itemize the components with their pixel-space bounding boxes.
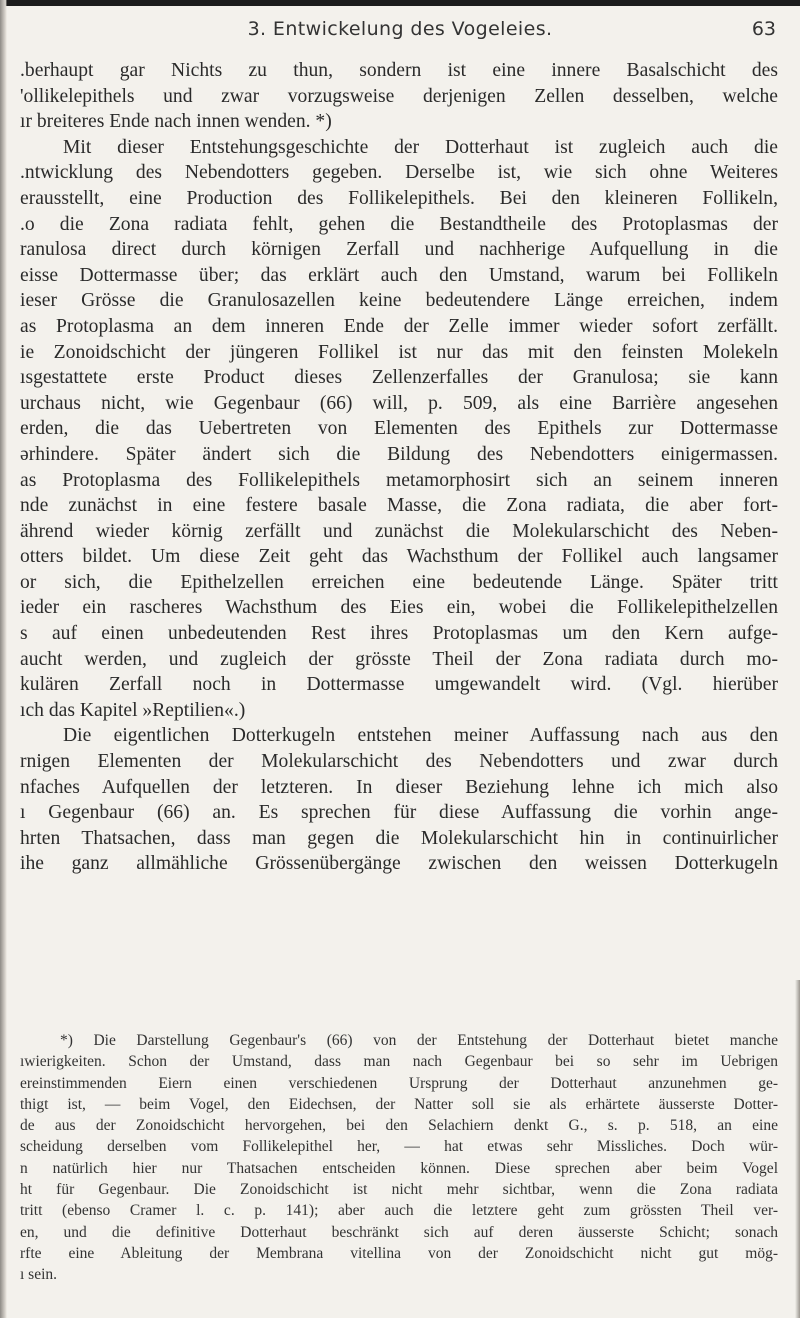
page-number: 63 <box>751 18 776 40</box>
text-line: ərhindere. Später ändert sich die Bildung des Nebendotters einigermassen. <box>20 443 778 465</box>
text-line: ährend wieder körnig zerfällt und zunächst die Molekularschicht des Neben- <box>20 520 778 542</box>
text-line: 'ollikelepithels und zwar vorzugsweise derjenigen Zellen desselben, welche <box>20 85 778 107</box>
text-line: ihe ganz allmähliche Grössenübergänge zwischen den weissen Dotterkugeln <box>20 853 778 875</box>
text-line: Die eigentlichen Dotterkugeln entstehen meiner Auffassung nach aus den <box>63 725 778 747</box>
text-line: aucht werden, und zugleich der grösste Theil der Zona radiata durch mo- <box>20 648 778 670</box>
text-line: s auf einen unbedeutenden Rest ihres Protoplasmas um den Kern aufge- <box>20 623 778 645</box>
text-line: hrten Thatsachen, dass man gegen die Molekularschicht hin in continuirlicher <box>20 827 778 849</box>
text-line: erausstellt, eine Production des Follikelepithels. Bei den kleineren Follikeln, <box>20 187 778 209</box>
footnote-line: thigt ist, — beim Vogel, den Eidechsen, der Natter soll sie als erhärtete äusserste Dotter- <box>20 1095 778 1113</box>
text-line: ieser Grösse die Granulosazellen keine bedeutendere Länge erreichen, indem <box>20 290 778 312</box>
footnote-line: *) Die Darstellung Gegenbaur's (66) von der Entstehung der Dotterhaut bietet manche <box>60 1032 778 1049</box>
text-line: ı Gegenbaur (66) an. Es sprechen für diese Auffassung die vorhin ange- <box>20 802 778 824</box>
text-line: as Protoplasma des Follikelepithels metamorphosirt sich an seinem inneren <box>20 469 778 491</box>
text-line: or sich, die Epithelzellen erreichen eine bedeutende Länge. Später tritt <box>20 571 778 593</box>
text-line: ranulosa direct durch körnigen Zerfall und nachherige Aufquellung in die <box>20 239 778 261</box>
text-line: ısgestattete erste Product dieses Zellenzerfalles der Granulosa; sie kann <box>20 367 778 389</box>
footnote-line: ı sein. <box>20 1266 58 1284</box>
footnote-line: ıwierigkeiten. Schon der Umstand, dass man nach Gegenbaur bei so sehr im Uebrigen <box>20 1053 778 1071</box>
main-text <box>20 58 778 877</box>
text-line: kulären Zerfall noch in Dottermasse umgewandelt wird. (Vgl. hierüber <box>20 674 778 696</box>
text-line: ieder ein rascheres Wachsthum des Eies ein, wobei die Follikelepithelzellen <box>20 597 778 619</box>
text-line: urchaus nicht, wie Gegenbaur (66) will, p. 509, als eine Barrière angesehen <box>20 392 778 414</box>
footnote-line: n natürlich hier nur Thatsachen entscheiden können. Diese sprechen aber beim Vogel <box>20 1159 778 1177</box>
text-line: .o die Zona radiata fehlt, gehen die Bestandtheile des Protoplasmas der <box>20 213 778 235</box>
text-line: .ntwicklung des Nebendotters gegeben. Derselbe ist, wie sich ohne Weiteres <box>20 162 778 184</box>
text-line: as Protoplasma an dem inneren Ende der Zelle immer wieder sofort zerfällt. <box>20 315 778 337</box>
text-line: nde zunächst in eine festere basale Masse, die Zona radiata, die aber fort- <box>20 495 778 517</box>
page-top-edge <box>0 0 800 6</box>
text-line: rnigen Elementen der Molekularschicht des Nebendotters und zwar durch <box>20 751 778 773</box>
page-right-shadow <box>795 980 800 1318</box>
running-header <box>0 18 800 48</box>
footnote-line: scheidung derselben vom Follikelepithel her, — hat etwas sehr Missliches. Doch wür- <box>20 1138 778 1156</box>
text-line: ır breiteres Ende nach innen wenden. *) <box>20 111 332 133</box>
text-line: eisse Dottermasse über; das erklärt auch den Umstand, warum bei Follikeln <box>20 264 778 286</box>
text-line: nfaches Aufquellen der letzteren. In dieser Beziehung lehne ich mich also <box>20 776 778 798</box>
footnote-line: tritt (ebenso Cramer l. c. p. 141); aber auch die letztere geht zum grössten Theil ver- <box>20 1202 778 1220</box>
footnote-line: en, und die definitive Dotterhaut beschränkt sich auf deren äusserste Schicht; sonach <box>20 1223 778 1241</box>
text-line: .berhaupt gar Nichts zu thun, sondern ist eine innere Basalschicht des <box>20 60 778 81</box>
footnote-line: de aus der Zonoidschicht hervorgehen, bei den Selachiern denkt G., s. p. 518, an eine <box>20 1117 778 1135</box>
page-binding-shadow <box>0 0 7 1318</box>
text-line: ıch das Kapitel »Reptilien«.) <box>20 699 246 721</box>
text-line: erden, die das Uebertreten von Elementen des Epithels zur Dottermasse <box>20 418 778 440</box>
text-line: otters bildet. Um diese Zeit geht das Wachsthum der Follikel auch langsamer <box>20 546 778 568</box>
text-line: Mit dieser Entstehungsgeschichte der Dotterhaut ist zugleich auch die <box>63 136 778 158</box>
footnote <box>20 1030 778 1286</box>
text-line: ie Zonoidschicht der jüngeren Follikel ist nur das mit den feinsten Molekeln <box>20 341 778 363</box>
footnote-line: ereinstimmenden Eiern einen verschiedenen Ursprung der Dotterhaut anzunehmen ge- <box>20 1074 778 1092</box>
footnote-line: rfte eine Ableitung der Membrana vitellina von der Zonoidschicht nicht gut mög- <box>20 1244 778 1262</box>
footnote-line: ht für Gegenbaur. Die Zonoidschicht ist nicht mehr sichtbar, wenn die Zona radiata <box>20 1181 778 1199</box>
running-title: 3. Entwickelung des Vogeleies. <box>247 18 553 40</box>
